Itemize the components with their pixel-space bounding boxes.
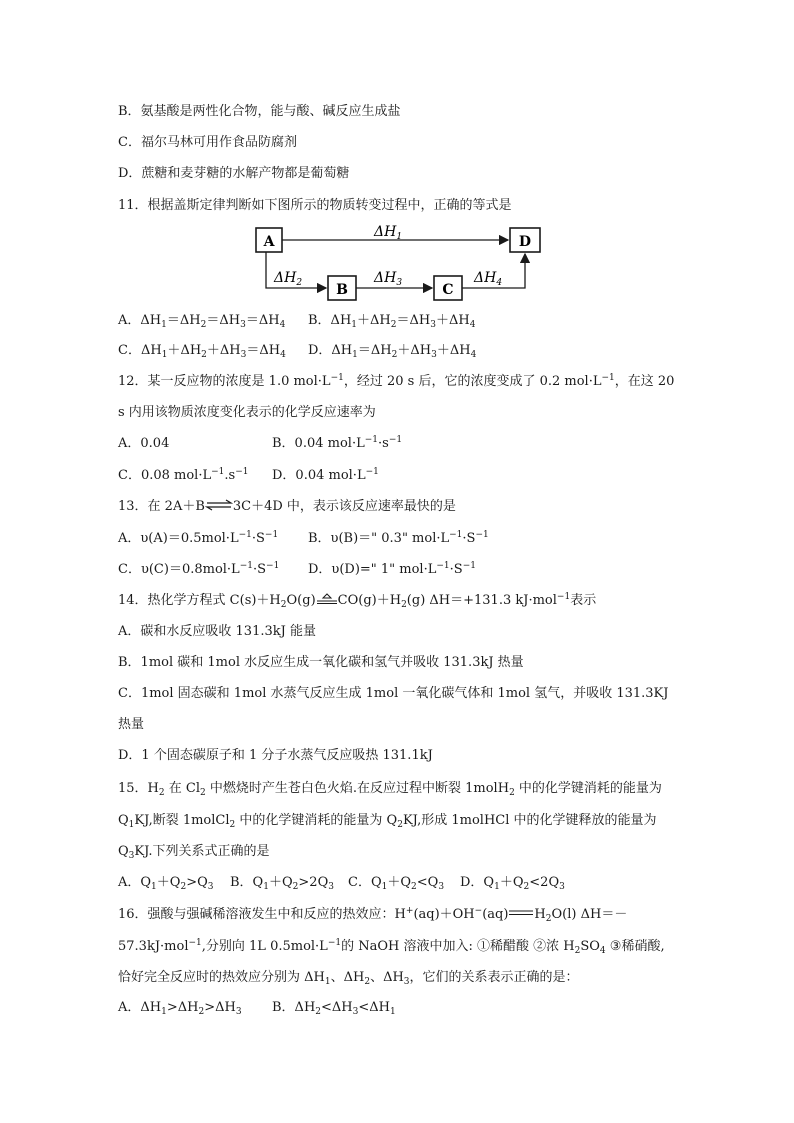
q16-option-b: B．$\Delta H_2<\Delta H_3<\Delta H_1$ xyxy=(272,1000,396,1017)
question-16-cont1: 57.3kJ·mol$^{-1}$,分别向 1L $0.5mol\cdot L^{-1}$的 NaOH 溶液中加入: ①稀醋酸 ②浓 $H_2SO_4$ ③稀硝酸, xyxy=(118,938,665,956)
option-d-line xyxy=(118,164,349,184)
q12-option-c: C．0.08 $mol\cdot L^{-1}.s^{-1}$ xyxy=(118,467,249,483)
q12-option-a: A．0.04 xyxy=(118,436,170,451)
question-16: 16．强酸与强碱稀溶液发生中和反应的热效应：H+(aq)＋OH−(aq) $H_2O(l)$ ΔH＝－ xyxy=(118,906,628,924)
q14-option-c: C．1mol 固态碳和 1mol 水蒸气反应生成 1mol 一氧化碳气体和 1mol 氢气，并吸收 131.3KJ xyxy=(118,686,669,701)
question-16-cont2: 恰好完全反应时的热效应分别为 $\Delta H_1$、$\Delta H_2$、$\Delta H_3$，它们的关系表示正确的是： xyxy=(118,970,579,987)
text: C．福尔马林可用作食品防腐剂 xyxy=(118,135,297,150)
q13-option-b: B．υ(B)＝" 0.3" $mol\cdot L^{-1}\cdot S^{-1}$ xyxy=(308,530,489,546)
question-text: 11．根据盖斯定律判断如下图所示的物质转变过程中，正确的等式是 xyxy=(118,198,512,213)
text: B．氨基酸是两性化合物，能与酸、碱反应生成盐 xyxy=(118,104,401,119)
question-13: 13．在 2A＋B 3C＋4D 中，表示该反应速率最快的是 xyxy=(118,499,456,514)
q12-options-row2 xyxy=(118,466,379,486)
question-12: 12．某一反应物的浓度是 1.0 $mol\cdot L^{-1}$，经过 20 s 后，它的浓度变成了 0.2 $mol\cdot L^{-1}$，在这 20 xyxy=(118,373,675,389)
text: D．蔗糖和麦芽糖的水解产物都是葡萄糖 xyxy=(118,166,350,181)
equilibrium-arrow-icon xyxy=(205,499,233,511)
option-c-line xyxy=(118,133,297,153)
q11-option-b: B．$\Delta H_1+\Delta H_2=\Delta H_3+\Delta H_4$ xyxy=(308,313,476,330)
question-11 xyxy=(118,196,512,216)
dh3-label: $\Delta H_3$ xyxy=(374,270,403,288)
q14-option-b: B．1mol 碳和 1mol 水反应生成一氧化碳和氢气并吸收 131.3kJ 热量 xyxy=(118,655,524,670)
equals-arrow-icon xyxy=(508,908,534,918)
dh4-label: $\Delta H_4$ xyxy=(474,270,503,288)
q12-options-row1 xyxy=(118,434,402,454)
question-12-cont: s 内用该物质浓度变化表示的化学反应速率为 xyxy=(118,405,376,420)
q14-option-a: A．碳和水反应吸收 131.3kJ 能量 xyxy=(118,624,316,639)
q15-options xyxy=(118,873,565,893)
q15-option-a: A．$Q_1+Q_2>Q_3$ xyxy=(118,875,214,892)
question-15-cont1: $Q_1KJ$,断裂 1molCl$_2$ 中的化学键消耗的能量为 $Q_2KJ$,形成 1molHCl 中的化学键释放的能量为 xyxy=(118,813,657,830)
q11-option-d: D．$\Delta H_1=\Delta H_2+\Delta H_3+\Delta H_4$ xyxy=(308,343,477,360)
q11-option-a: A．$\Delta H_1=\Delta H_2=\Delta H_3=\Delta H_4$ xyxy=(118,313,286,330)
q11-option-c: C．$\Delta H_1+\Delta H_2+\Delta H_3=\Delta H_4$ xyxy=(118,343,286,360)
q13-options-row2 xyxy=(118,560,476,580)
q13-options-row1 xyxy=(118,529,489,549)
question-14: 14．热化学方程式 $C(s)+H_2O(g)$ $CO(g)+H_2(g)$ ΔH＝+131.3 kJ·mol$^{-1}$表示 xyxy=(118,592,597,610)
q13-option-d: D．υ(D)=" 1" $mol\cdot L^{-1}\cdot S^{-1}$ xyxy=(308,561,476,577)
q13-option-c: C．$\upsilon(C)=0.8mol\cdot L^{-1}\cdot S^{-1}$ xyxy=(118,561,280,577)
q12-option-b: B．0.04 $mol\cdot L^{-1}\cdot s^{-1}$ xyxy=(272,435,403,451)
q11-options-row1 xyxy=(118,311,475,331)
box-c-label: C xyxy=(442,282,454,298)
question-15-cont2: $Q_3KJ$.下列关系式正确的是 xyxy=(118,844,270,861)
q12-option-d: D．0.04 $mol\cdot L^{-1}$ xyxy=(272,467,379,483)
q14-option-c-cont: 热量 xyxy=(118,717,145,732)
box-b-label: B xyxy=(336,282,348,298)
q15-option-c: C．$Q_1+Q_2<Q_3$ xyxy=(348,875,445,892)
box-d-label: D xyxy=(518,234,532,250)
q16-options xyxy=(118,998,396,1018)
q14-option-d: D．1 个固态碳原子和 1 分子水蒸气反应吸热 131.1kJ xyxy=(118,748,433,763)
q16-option-a: A．$\Delta H_1>\Delta H_2>\Delta H_3$ xyxy=(118,1000,242,1017)
box-a-label: A xyxy=(263,234,275,250)
question-15: 15．$H_2$ 在 $Cl_2$ 中燃烧时产生苍白色火焰.在反应过程中断裂 1molH$_2$ 中的化学键消耗的能量为 xyxy=(118,781,662,798)
q15-option-b: B．$Q_1+Q_2>2Q_3$ xyxy=(230,875,334,892)
heat-arrow-icon xyxy=(316,593,338,605)
dh1-label: $\Delta H_1$ xyxy=(374,224,403,242)
dh2-label: $\Delta H_2$ xyxy=(274,270,303,288)
q15-option-d: D．$Q_1+Q_2<2Q_3$ xyxy=(460,875,565,892)
option-b-line xyxy=(118,102,401,122)
q11-options-row2 xyxy=(118,341,476,361)
q13-option-a: A．$\upsilon(A)=0.5mol\cdot L^{-1}\cdot S^{-1}$ xyxy=(118,530,279,546)
hess-diagram xyxy=(250,224,550,304)
